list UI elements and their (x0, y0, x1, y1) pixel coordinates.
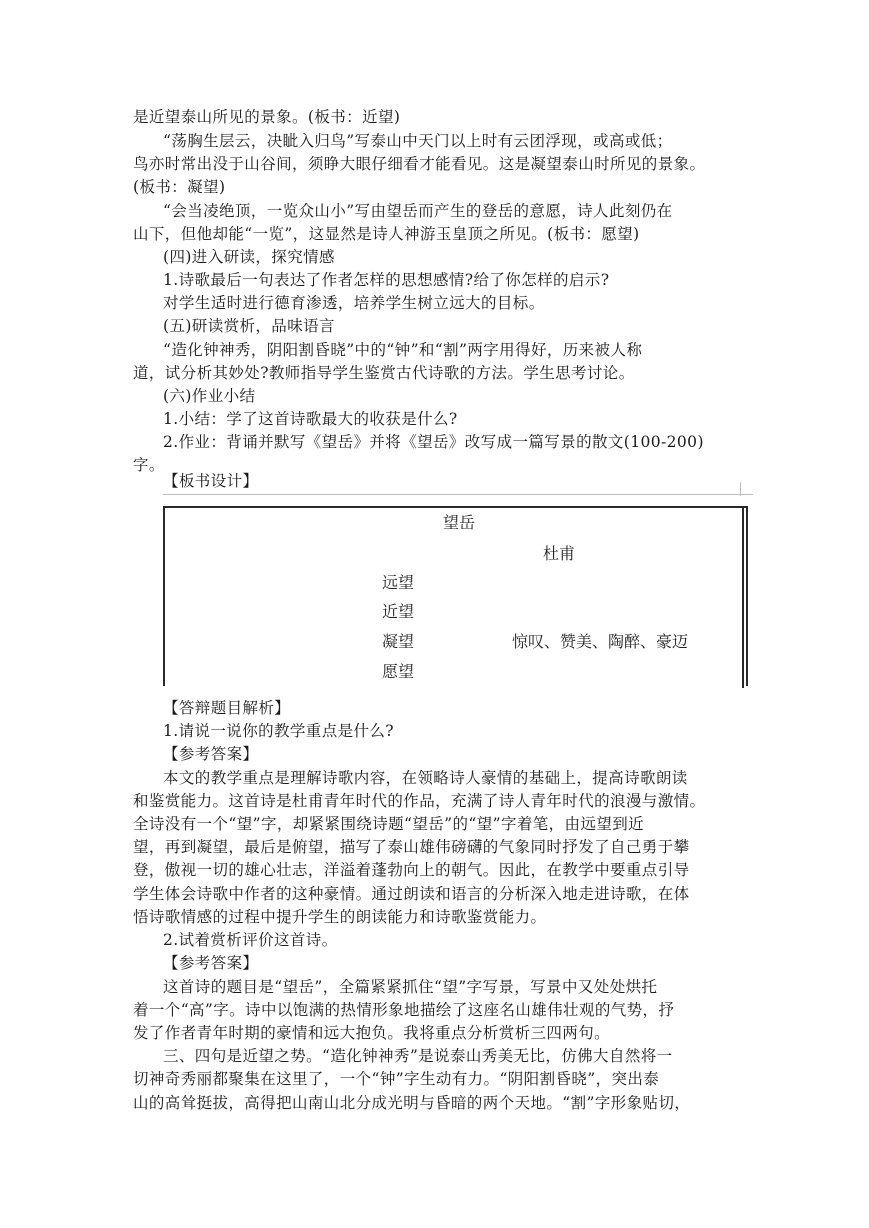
text-line: 山下，但他却能“一览”，这显然是诗人神游玉皇顶之所见。(板书：愿望) (133, 225, 640, 243)
text-line: (板书：凝望) (133, 178, 226, 196)
board-top-rule (163, 494, 753, 495)
text-line: 山的高耸挺拔，高得把山南山北分成光明与昏暗的两个天地。“割”字形象贴切， (133, 1094, 691, 1112)
text-line: 鸟亦时常出没于山谷间，须睁大眼仔细看才能看见。这是凝望泰山时所见的景象。 (133, 155, 706, 173)
section-heading: (五)研读赏析，品味语言 (163, 317, 335, 335)
text-line: 全诗没有一个“望”字，却紧紧围绕诗题“望岳”的“望”字着笔，由远望到近 (133, 815, 645, 833)
board-item: 愿望 (382, 662, 415, 681)
text-line: 登，傲视一切的雄心壮志，洋溢着蓬勃向上的朝气。因此，在教学中要重点引导 (133, 861, 690, 879)
text-line: 1.小结：学了这首诗歌最大的收获是什么? (163, 410, 458, 428)
text-line: 道，试分析其妙处?教师指导学生鉴赏古代诗歌的方法。学生思考讨论。 (133, 364, 635, 382)
board-right-edge (742, 506, 744, 688)
text-line: 学生体会诗歌中作者的这种豪情。通过朗读和语言的分析深入地走进诗歌，在体 (133, 885, 690, 903)
text-line: 悟诗歌情感的过程中提升学生的朗读能力和诗歌鉴赏能力。 (133, 908, 547, 926)
section-heading: (六)作业小结 (163, 387, 256, 405)
text-line: 和鉴赏能力。这首诗是杜甫青年时代的作品，充满了诗人青年时代的浪漫与激情。 (133, 792, 706, 810)
section-heading: (四)进入研读，探究情感 (163, 248, 335, 266)
text-line: 本文的教学重点是理解诗歌内容，在领略诗人豪情的基础上，提高诗歌朗读 (163, 769, 688, 787)
text-line: 1.请说一说你的教学重点是什么? (163, 722, 394, 740)
text-line: “造化钟神秀，阴阳割昏晓”中的“钟”和“割”两字用得好，历来被人称 (163, 341, 643, 359)
board-title: 望岳 (443, 513, 476, 532)
text-line: 是近望泰山所见的景象。(板书：近望) (133, 108, 401, 126)
board-design-box (163, 506, 748, 686)
text-line: 望，再到凝望，最后是俯望，描写了泰山雄伟磅礴的气象同时抒发了自己勇于攀 (133, 838, 690, 856)
board-feelings: 惊叹、赞美、陶醉、豪迈 (512, 632, 689, 651)
text-line: 切神奇秀丽都聚集在这里了，一个“钟”字生动有力。“阴阳割昏晓”，突出泰 (133, 1070, 660, 1088)
text-line: 2.试着赏析评价这首诗。 (163, 931, 338, 949)
text-line: 2.作业：背诵并默写《望岳》并将《望岳》改写成一篇写景的散文(100-200) (163, 433, 704, 451)
board-item: 近望 (382, 602, 415, 621)
section-heading: 【板书设计】 (163, 472, 259, 490)
board-top-rule-tick (740, 482, 741, 496)
board-item: 凝望 (382, 632, 415, 651)
text-line: 这首诗的题目是“望岳”，全篇紧紧抓住“望”字写景，写景中又处处烘托 (163, 978, 658, 996)
board-author: 杜甫 (543, 544, 576, 563)
section-heading: 【答辩题目解析】 (163, 699, 291, 717)
text-line: “荡胸生层云，决眦入归鸟”写泰山中天门以上时有云团浮现，或高或低； (163, 132, 673, 150)
text-line: 对学生适时进行德育渗透，培养学生树立远大的目标。 (163, 294, 545, 312)
text-line: 1.诗歌最后一句表达了作者怎样的思想感情?给了你怎样的启示? (163, 271, 610, 289)
text-line: “会当凌绝顶，一览众山小”写由望岳而产生的登岳的意愿，诗人此刻仍在 (163, 202, 673, 220)
text-line: 着一个“高”字。诗中以饱满的热情形象地描绘了这座名山雄伟壮观的气势，抒 (133, 1001, 675, 1019)
text-line: 三、四句是近望之势。“造化钟神秀”是说泰山秀美无比，仿佛大自然将一 (163, 1047, 673, 1065)
section-heading: 【参考答案】 (163, 745, 259, 763)
section-heading: 【参考答案】 (163, 954, 259, 972)
text-line: 字。 (133, 456, 165, 474)
board-item: 远望 (382, 573, 415, 592)
text-line: 发了作者青年时期的豪情和远大抱负。我将重点分析赏析三四两句。 (133, 1024, 611, 1042)
